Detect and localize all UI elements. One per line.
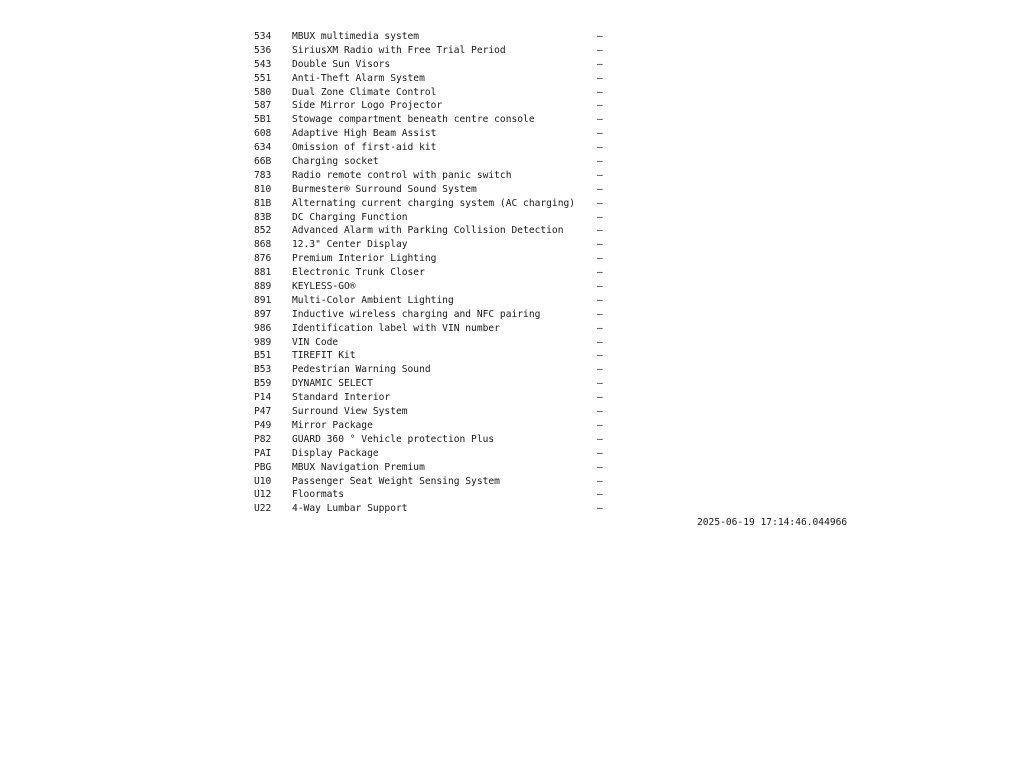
option-description: Burmester® Surround Sound System [292,183,477,195]
option-row [254,99,614,113]
option-row [254,502,614,516]
option-code: 83B [254,211,272,223]
option-description: Radio remote control with panic switch [292,169,512,181]
option-row [254,475,614,489]
option-description: MBUX multimedia system [292,31,420,42]
option-code: 810 [254,183,272,195]
option-row [254,488,614,502]
option-value: — [597,364,603,376]
option-row [254,238,614,252]
option-code: P14 [254,392,272,404]
option-code: 783 [254,169,272,181]
option-row [254,44,614,58]
option-code: 536 [254,44,272,56]
option-code: PBG [254,461,272,473]
option-row [254,461,614,475]
option-description: DYNAMIC SELECT [292,378,373,390]
option-description: Identification label with VIN number [292,322,500,334]
option-row [254,280,614,294]
option-value: — [597,392,603,404]
option-row [254,30,614,44]
timestamp: 2025-06-19 17:14:46.044966 [697,517,848,528]
option-row [254,169,614,183]
option-value: — [597,267,603,279]
option-code: 534 [254,31,272,42]
option-row [254,391,614,405]
option-description: Advanced Alarm with Parking Collision Detection [292,225,564,237]
option-row [254,155,614,169]
option-value: — [597,44,603,56]
option-row [254,294,614,308]
option-description: KEYLESS-GO® [292,281,356,293]
option-description: Anti-Theft Alarm System [292,72,425,84]
option-row [254,113,614,127]
option-description: Inductive wireless charging and NFC pairing [292,308,541,320]
option-code: 634 [254,142,272,154]
option-row [254,266,614,280]
option-code: U10 [254,475,272,487]
option-code: 989 [254,336,272,348]
option-value: — [597,100,603,112]
option-description: Pedestrian Warning Sound [292,364,431,376]
option-description: Mirror Package [292,419,373,431]
option-description: VIN Code [292,336,339,348]
option-value: — [597,406,603,418]
option-code: U12 [254,489,272,501]
option-description: Adaptive High Beam Assist [292,128,437,140]
option-description: DC Charging Function [292,211,408,223]
option-code: 5B1 [254,114,272,126]
option-value: — [597,489,603,501]
option-value: — [597,503,603,515]
option-description: Standard Interior [292,392,391,404]
option-row [254,127,614,141]
option-value: — [597,86,603,98]
option-code: 551 [254,72,272,84]
option-code: 889 [254,281,272,293]
option-description: Charging socket [292,156,379,168]
option-code: B53 [254,364,272,376]
options-list [254,30,614,516]
option-description: Electronic Trunk Closer [292,267,425,279]
option-description: Alternating current charging system (AC charging) [292,197,576,209]
option-code: 852 [254,225,272,237]
option-description: Display Package [292,447,379,459]
option-description: Premium Interior Lighting [292,253,437,265]
option-description: GUARD 360 ° Vehicle protection Plus [292,433,495,445]
option-description: Double Sun Visors [292,58,391,70]
option-value: — [597,419,603,431]
option-value: — [597,475,603,487]
option-row [254,433,614,447]
option-row [254,252,614,266]
option-code: 66B [254,156,272,168]
option-description: 4-Way Lumbar Support [292,503,408,515]
option-row [254,349,614,363]
option-value: — [597,378,603,390]
option-description: 12.3" Center Display [292,239,408,251]
option-row [254,336,614,350]
option-value: — [597,197,603,209]
option-value: — [597,114,603,126]
option-value: — [597,128,603,140]
option-value: — [597,156,603,168]
option-row [254,58,614,72]
option-value: — [597,350,603,362]
option-value: — [597,142,603,154]
option-value: — [597,211,603,223]
option-description: Side Mirror Logo Projector [292,100,443,112]
option-description: Passenger Seat Weight Sensing System [292,475,500,487]
option-value: — [597,183,603,195]
option-code: 81B [254,197,272,209]
option-row [254,322,614,336]
option-value: — [597,336,603,348]
option-row [254,377,614,391]
option-value: — [597,281,603,293]
option-code: 868 [254,239,272,251]
option-row [254,197,614,211]
option-description: Stowage compartment beneath centre console [292,114,535,126]
option-code: 608 [254,128,272,140]
option-code: 876 [254,253,272,265]
option-value: — [597,461,603,473]
option-value: — [597,31,603,42]
option-row [254,141,614,155]
option-code: PAI [254,447,272,459]
option-code: 881 [254,267,272,279]
option-row [254,72,614,86]
option-row [254,86,614,100]
option-row [254,363,614,377]
option-value: — [597,294,603,306]
option-code: B59 [254,378,272,390]
option-description: Multi-Color Ambient Lighting [292,294,454,306]
option-code: 986 [254,322,272,334]
option-value: — [597,308,603,320]
option-code: P82 [254,433,272,445]
option-code: B51 [254,350,272,362]
option-value: — [597,447,603,459]
option-description: Surround View System [292,406,408,418]
option-code: 580 [254,86,272,98]
option-code: P49 [254,419,272,431]
option-row [254,224,614,238]
option-description: SiriusXM Radio with Free Trial Period [292,44,506,56]
option-row [254,405,614,419]
option-code: P47 [254,406,272,418]
option-description: Omission of first-aid kit [292,142,437,154]
option-row [254,183,614,197]
option-row [254,419,614,433]
option-value: — [597,169,603,181]
option-value: — [597,225,603,237]
option-value: — [597,72,603,84]
option-code: U22 [254,503,272,515]
option-value: — [597,58,603,70]
option-description: Dual Zone Climate Control [292,86,437,98]
option-code: 543 [254,58,272,70]
option-description: MBUX Navigation Premium [292,461,425,473]
option-value: — [597,239,603,251]
option-code: 587 [254,100,272,112]
option-code: 891 [254,294,272,306]
option-row [254,308,614,322]
option-code: 897 [254,308,272,320]
option-row [254,447,614,461]
option-description: TIREFIT Kit [292,350,356,362]
option-description: Floormats [292,489,344,501]
option-value: — [597,322,603,334]
option-value: — [597,253,603,265]
option-value: — [597,433,603,445]
option-row [254,211,614,225]
